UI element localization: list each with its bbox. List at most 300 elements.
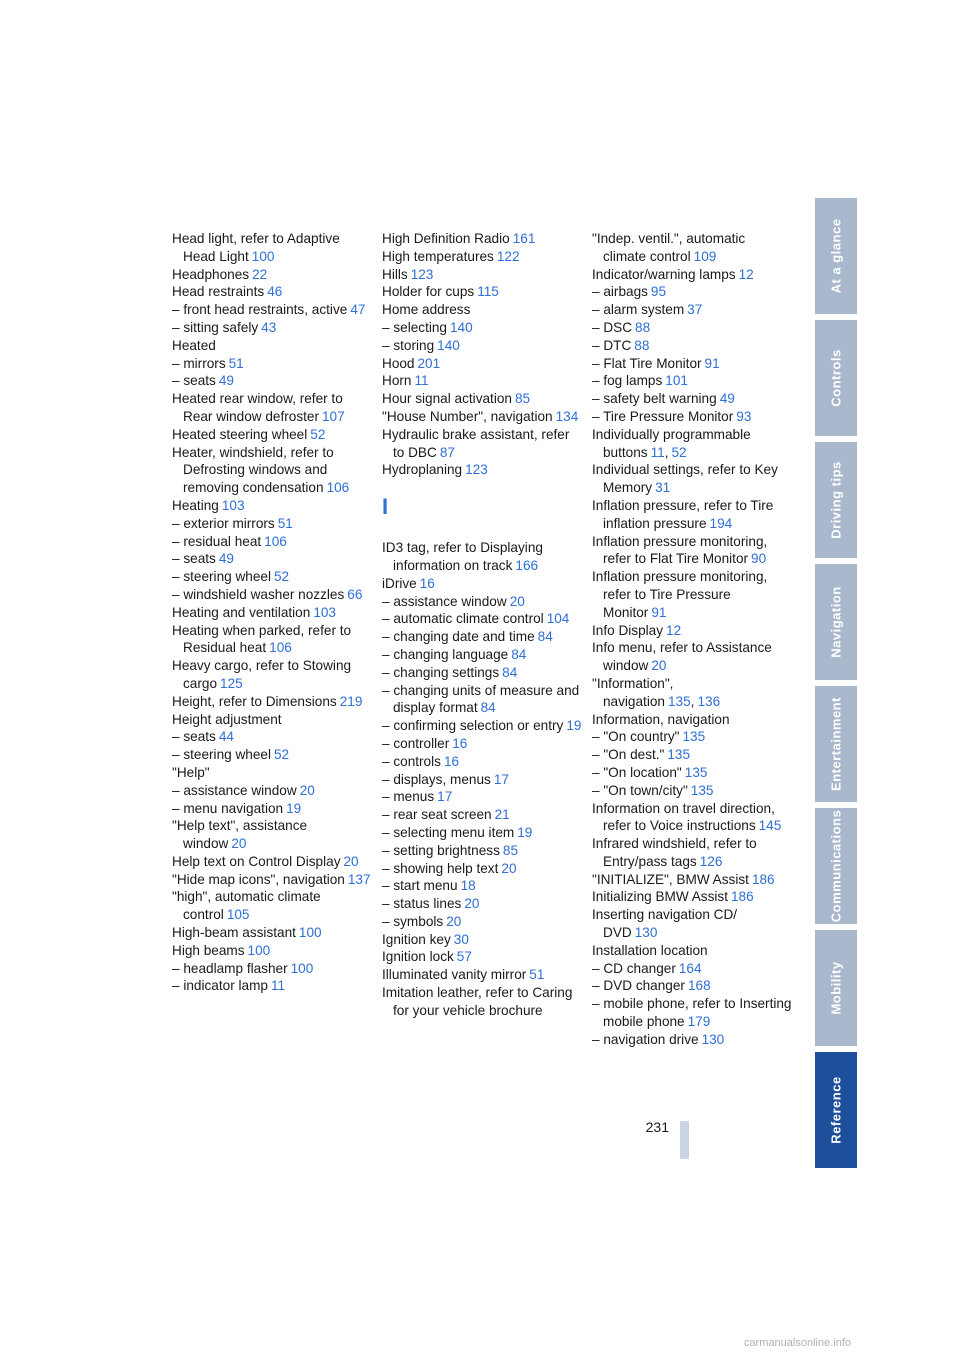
page-link[interactable]: 20 (299, 782, 315, 798)
page-link[interactable]: 47 (350, 302, 366, 318)
index-entry-text: – menu navigation (172, 800, 284, 816)
index-entry-text: – fog lamps (592, 373, 663, 389)
section-tab-label: Navigation (828, 586, 844, 658)
index-entry (382, 266, 582, 284)
index-entry (172, 550, 372, 568)
index-entry-text: – assistance window (382, 593, 507, 609)
index-entry-text: "Help text", assistance window (172, 818, 308, 852)
index-entry (382, 628, 582, 646)
index-entry (382, 301, 582, 319)
section-tab-label: At a glance (828, 218, 844, 294)
index-entry (382, 931, 582, 949)
index-entry-text: – status lines (382, 896, 462, 912)
index-entry (382, 771, 582, 789)
page-link[interactable]: 201 (417, 355, 441, 371)
index-entry (382, 575, 582, 593)
index-entry (592, 533, 792, 569)
index-entry-text: – front head restraints, active (172, 302, 348, 318)
index-entry-text: Head light, refer to Adaptive Head Light (172, 231, 340, 264)
index-entry-text: – navigation drive (592, 1031, 699, 1047)
page-link[interactable]: 134 (555, 408, 579, 424)
page-link[interactable]: 95 (650, 284, 667, 300)
index-entry: "Information", navigation 135, 136 (592, 675, 721, 709)
index-entry (172, 515, 372, 533)
page-link[interactable]: 84 (537, 629, 553, 645)
index-entry-text: Heated (172, 337, 216, 353)
page-link[interactable]: 31 (655, 480, 671, 496)
index-entry (172, 497, 372, 515)
index-entry (592, 568, 792, 621)
page-link[interactable]: 51 (529, 967, 545, 983)
index-entry-text: – selecting menu item (382, 824, 515, 840)
index-entry (172, 568, 372, 586)
index-entry (382, 717, 582, 735)
index-entry (592, 266, 792, 284)
index-entry-text: Individual settings, refer to Key Memory (592, 462, 778, 496)
page-link[interactable]: 161 (512, 231, 536, 246)
page-link[interactable]: 44 (218, 729, 234, 745)
index-entry (172, 728, 372, 746)
section-tab-driving-tips[interactable] (815, 442, 857, 558)
index-entry-text: Height adjustment (172, 711, 282, 727)
page-link[interactable]: 22 (252, 266, 268, 282)
page-link[interactable]: 136 (697, 693, 721, 709)
page-link[interactable]: 101 (665, 373, 688, 389)
index-entry (592, 728, 792, 746)
page-link[interactable]: 66 (347, 586, 363, 602)
page-link[interactable]: 57 (456, 949, 472, 965)
index-entry-text: Hood (382, 355, 415, 371)
index-entry (382, 372, 582, 390)
index-entry-text: "INITIALIZE", BMW Assist (592, 871, 749, 887)
page-link[interactable]: 52 (274, 569, 290, 585)
page-link[interactable]: 85 (514, 391, 531, 407)
index-entry-text: – rear seat screen (382, 807, 492, 823)
index-entry (592, 888, 792, 906)
index-entry (382, 337, 582, 355)
page-link[interactable]: 17 (437, 789, 453, 805)
index-entry (382, 355, 582, 373)
index-entry (592, 1031, 792, 1049)
index-entry-text: – menus (382, 789, 435, 805)
index-entry (382, 461, 582, 479)
index-entry (592, 461, 792, 497)
index-column-1 (172, 230, 372, 995)
index-entry-text: "Hide map icons", navigation (172, 871, 345, 887)
page-link[interactable]: 168 (687, 978, 711, 994)
index-entry-text: Heavy cargo, refer to Stowing cargo (172, 658, 352, 691)
section-tab-label: Driving tips (828, 461, 844, 539)
index-entry-text: High beams (172, 942, 245, 958)
page-link[interactable]: 106 (264, 533, 287, 549)
index-entry-text: Heater, windshield, refer to Defrosting windows and removing condensation (172, 444, 334, 496)
page-link[interactable]: 16 (452, 735, 468, 751)
page-link[interactable]: 122 (496, 248, 520, 264)
page-link[interactable]: 103 (313, 604, 336, 620)
page-link[interactable]: 43 (261, 319, 277, 335)
index-entry-text: – "On country" (592, 729, 680, 745)
index-entry (592, 622, 792, 640)
page-link[interactable]: 125 (220, 675, 243, 691)
index-entry (382, 842, 582, 860)
index-entry-text: – exterior mirrors (172, 515, 275, 531)
page-link[interactable]: 30 (453, 931, 469, 947)
page-link[interactable]: 84 (502, 664, 518, 680)
page-link[interactable]: 186 (730, 889, 754, 905)
page-link[interactable]: 135 (667, 693, 691, 709)
page-link[interactable]: 186 (751, 871, 775, 887)
page-link[interactable]: 137 (347, 871, 371, 887)
page-link[interactable]: 87 (439, 444, 455, 460)
index-entry (382, 895, 582, 913)
page-link[interactable]: 140 (450, 319, 473, 335)
index-entry-text: "Help" (172, 764, 210, 780)
index-entry (172, 657, 372, 693)
page-link[interactable]: 19 (517, 824, 533, 840)
page-link[interactable]: 37 (687, 302, 703, 318)
page-link[interactable]: 219 (339, 693, 363, 709)
index-entry-text: Indicator/warning lamps (592, 266, 736, 282)
index-entry-text: "high", automatic climate control (172, 889, 321, 923)
page-link[interactable]: 130 (701, 1031, 725, 1047)
section-tab-entertainment[interactable] (815, 686, 857, 802)
index-entry (382, 426, 582, 462)
index-entry-text: Horn (382, 373, 412, 389)
section-tab-communications[interactable] (815, 808, 857, 924)
index-entry-text: – setting brightness (382, 842, 500, 858)
index-column-2 (382, 230, 582, 1020)
index-entry-text: – airbags (592, 284, 648, 300)
page-number: 231 (645, 1119, 669, 1135)
index-entry-text: "House Number", navigation (382, 408, 553, 424)
index-entry-text: – changing units of measure and display format (382, 682, 580, 716)
index-entry (382, 230, 582, 248)
page-link[interactable]: 93 (736, 408, 752, 424)
index-entry (592, 835, 792, 871)
page-link[interactable]: 19 (286, 800, 302, 816)
index-entry-text: – showing help text (382, 860, 499, 876)
page-link[interactable]: 194 (709, 515, 733, 531)
index-entry (592, 390, 792, 408)
page-link[interactable]: 20 (231, 836, 247, 852)
page-link[interactable]: 11 (650, 444, 665, 460)
index-entry-text: – DSC (592, 319, 633, 335)
index-entry-text: – Tire Pressure Monitor (592, 408, 734, 424)
page-link[interactable]: 100 (247, 942, 271, 958)
page-link[interactable]: 17 (493, 771, 509, 787)
section-tab-mobility[interactable] (815, 930, 857, 1046)
index-entry (172, 888, 372, 924)
index-entry-text: Hydraulic brake assistant, refer to DBC (382, 426, 570, 460)
page-link[interactable]: 123 (465, 462, 488, 478)
page-link[interactable]: 106 (326, 480, 350, 496)
index-entry-text: – mirrors (172, 355, 226, 371)
page-link[interactable]: 85 (502, 842, 519, 858)
index-entry-text: Info menu, refer to Assistance window (592, 640, 772, 674)
index-entry (172, 266, 372, 284)
index-entry (172, 942, 372, 960)
page-link[interactable]: 18 (460, 878, 476, 894)
index-entry-text: Initializing BMW Assist (592, 889, 728, 905)
page-link[interactable]: 100 (290, 960, 314, 976)
index-entry-text: – controller (382, 735, 450, 751)
index-entry-text: Information on travel direction, refer to Voice instructions (592, 800, 775, 834)
index-entry-text: – safety belt warning (592, 391, 717, 407)
page-link[interactable]: 20 (501, 860, 517, 876)
page-link[interactable]: 104 (546, 611, 570, 627)
index-entry-text: – seats (172, 551, 216, 567)
page-link[interactable]: 90 (751, 551, 767, 567)
page-link[interactable]: 105 (226, 907, 250, 923)
index-entry-text: Heating (172, 497, 219, 513)
index-entry (382, 610, 582, 628)
page-link[interactable]: 179 (687, 1014, 711, 1030)
index-entry (592, 301, 792, 319)
index-entry (382, 984, 582, 1020)
section-tab-label: Mobility (828, 961, 844, 1015)
index-entry: Individually programmable buttons 11, 52 (592, 426, 751, 460)
index-entry (382, 539, 582, 575)
index-entry (592, 942, 792, 960)
index-entry-text: Ignition key (382, 931, 451, 947)
index-entry (592, 639, 792, 675)
page-link[interactable]: 106 (269, 640, 292, 656)
section-tab-navigation[interactable] (815, 564, 857, 680)
index-entry (592, 230, 792, 266)
index-entry-text: Help text on Control Display (172, 853, 341, 869)
index-entry (382, 913, 582, 931)
index-entry (592, 408, 792, 426)
index-entry (382, 593, 582, 611)
index-entry-text: iDrive (382, 575, 417, 591)
index-entry (382, 283, 582, 301)
page-link[interactable]: 130 (634, 925, 658, 941)
page-link[interactable]: 20 (464, 896, 480, 912)
index-entry (172, 283, 372, 301)
page-link[interactable]: 84 (511, 646, 527, 662)
index-entry (172, 960, 372, 978)
page-link[interactable]: 88 (634, 337, 650, 353)
section-tabs (815, 198, 857, 1174)
index-entry-text: Ignition lock (382, 949, 454, 965)
page-link[interactable]: 51 (277, 515, 293, 531)
index-entry (592, 337, 792, 355)
index-entry (172, 533, 372, 551)
index-entry (592, 871, 792, 889)
index-entry (172, 444, 372, 497)
page-link[interactable]: 52 (274, 747, 290, 763)
index-entry (172, 604, 372, 622)
section-letter: I (382, 494, 389, 520)
index-entry-text: – "On location" (592, 764, 682, 780)
index-entry-text: – changing language (382, 646, 509, 662)
index-entry-text: – automatic climate control (382, 611, 544, 627)
index-entry-text: – headlamp flasher (172, 960, 288, 976)
page-link[interactable]: 11 (414, 373, 429, 389)
index-entry (172, 924, 372, 942)
page-link[interactable]: 107 (322, 408, 345, 424)
page-link[interactable]: 52 (310, 426, 326, 442)
index-entry (592, 746, 792, 764)
index-entry (172, 426, 372, 444)
page-link[interactable]: 51 (228, 355, 244, 371)
index-entry-text: Heated rear window, refer to Rear window defroster (172, 391, 343, 424)
index-entry-text: High temperatures (382, 248, 494, 264)
page-link[interactable]: 109 (693, 248, 717, 264)
page-link[interactable]: 91 (704, 355, 720, 371)
index-entry (592, 800, 792, 836)
index-entry (592, 960, 792, 978)
section-tab-label: Controls (828, 349, 844, 407)
page-link[interactable]: 100 (298, 925, 322, 941)
page-link[interactable]: 46 (267, 284, 283, 300)
page-link[interactable]: 49 (218, 373, 234, 389)
index-entry-text: – steering wheel (172, 569, 271, 585)
index-entry-text: Hour signal activation (382, 391, 512, 407)
page-link[interactable]: 84 (480, 700, 496, 716)
index-entry (172, 977, 372, 995)
page-link[interactable]: 140 (437, 337, 460, 353)
page-number-bar (680, 1121, 689, 1159)
page-link[interactable]: 52 (671, 444, 687, 460)
index-entry (382, 248, 582, 266)
index-entry (172, 817, 372, 853)
index-entry-text: Infrared windshield, refer to Entry/pass tags (592, 836, 757, 869)
index-entry (592, 782, 792, 800)
index-entry-text: – "On town/city" (592, 782, 688, 798)
index-entry-text: – displays, menus (382, 771, 491, 787)
index-entry-text: – DVD changer (592, 978, 685, 994)
index-entry-text: – seats (172, 373, 216, 389)
index-entry (172, 337, 372, 355)
index-entry (172, 390, 372, 426)
page-link[interactable]: 11 (270, 978, 286, 994)
page-link[interactable]: 145 (758, 818, 782, 834)
index-entry (592, 497, 792, 533)
index-entry-text: Imitation leather, refer to Caring for your vehicle brochure (382, 985, 573, 1018)
section-tab-label: Communications (828, 809, 844, 923)
page-link[interactable]: 115 (477, 284, 499, 300)
index-entry-text: – Flat Tire Monitor (592, 355, 702, 371)
page-link[interactable]: 20 (509, 593, 525, 609)
index-entry (592, 283, 792, 301)
section-tab-at-a-glance[interactable] (815, 198, 857, 314)
index-entry (592, 977, 792, 995)
page-link[interactable]: 135 (667, 747, 691, 763)
page-link[interactable]: 135 (684, 764, 708, 780)
page-link[interactable]: 49 (719, 391, 735, 407)
index-entry-text: Home address (382, 302, 471, 318)
section-tab-controls[interactable] (815, 320, 857, 436)
index-entry (172, 586, 372, 604)
page-link[interactable]: 126 (699, 853, 723, 869)
index-entry (172, 693, 372, 711)
index-entry (592, 995, 792, 1031)
index-entry (592, 372, 792, 390)
page-link[interactable]: 100 (251, 248, 275, 264)
index-entry-text: – controls (382, 753, 441, 769)
index-entry-text: Inflation pressure monitoring, refer to Tire Pressure Monitor (592, 569, 768, 620)
index-entry (172, 800, 372, 818)
section-tab-reference[interactable] (815, 1052, 857, 1168)
index-entry (382, 860, 582, 878)
index-entry (382, 664, 582, 682)
index-entry-text: Individually programmable buttons (592, 426, 751, 460)
index-entry (172, 871, 372, 889)
index-entry-text: – changing settings (382, 664, 500, 680)
index-entry (382, 646, 582, 664)
index-entry-text: – storing (382, 337, 435, 353)
index-entry-text: – "On dest." (592, 747, 665, 763)
index-entry (382, 408, 582, 426)
index-entry-text: Headphones (172, 266, 250, 282)
page-link[interactable]: 12 (738, 266, 754, 282)
page-link[interactable]: 91 (651, 604, 667, 620)
index-entry (382, 806, 582, 824)
page-link[interactable]: 19 (566, 718, 582, 734)
index-entry-text: – start menu (382, 878, 458, 894)
index-entry-text: – confirming selection or entry (382, 718, 564, 734)
index-entry-text: High Definition Radio (382, 231, 510, 246)
page-link[interactable]: 21 (494, 807, 510, 823)
page-link[interactable]: 166 (515, 557, 539, 573)
index-entry-text: Heating when parked, refer to Residual heat (172, 622, 352, 656)
index-entry-text: Info Display (592, 622, 664, 638)
index-entry-text: "Information", navigation (592, 675, 674, 709)
index-entry (172, 622, 372, 658)
index-entry-text: Inserting navigation CD/ DVD (592, 907, 738, 941)
page-link[interactable]: 164 (678, 960, 702, 976)
page-link[interactable]: 123 (410, 266, 434, 282)
index-entry-text: Inflation pressure monitoring, refer to Flat Tire Monitor (592, 533, 768, 567)
index-entry-text: High-beam assistant (172, 925, 296, 941)
watermark: carmanualsonline.info (744, 1337, 852, 1349)
index-entry-text: Information, navigation (592, 711, 730, 727)
index-entry (172, 355, 372, 373)
index-entry-text: – sitting safely (172, 319, 259, 335)
page-link[interactable]: 20 (446, 913, 462, 929)
index-entry-text: – windshield washer nozzles (172, 586, 345, 602)
index-entry (382, 753, 582, 771)
page-link[interactable]: 20 (343, 853, 359, 869)
index-entry-text: – mobile phone, refer to Inserting mobile phone (592, 996, 792, 1030)
page-link[interactable]: 12 (666, 622, 682, 638)
index-entry-text: Hills (382, 266, 408, 282)
index-entry-text: Heating and ventilation (172, 604, 311, 620)
index-entry-text: Inflation pressure, refer to Tire inflation pressure (592, 497, 774, 531)
page-link[interactable]: 49 (218, 551, 234, 567)
index-entry (382, 948, 582, 966)
page-link[interactable]: 20 (651, 658, 667, 674)
page-link[interactable]: 16 (419, 575, 435, 591)
index-entry-text: – seats (172, 729, 216, 745)
index-entry-text: – selecting (382, 319, 447, 335)
page-link[interactable]: 135 (690, 782, 714, 798)
index-entry (592, 906, 792, 942)
page-link[interactable]: 88 (635, 319, 651, 335)
index-entry (592, 355, 792, 373)
page-link[interactable]: 16 (443, 753, 460, 769)
section-tab-label: Entertainment (828, 697, 844, 791)
index-entry-text: – assistance window (172, 782, 297, 798)
index-entry (172, 319, 372, 337)
page-link[interactable]: 135 (682, 729, 706, 745)
index-entry (382, 319, 582, 337)
index-entry-text: – steering wheel (172, 747, 271, 763)
page-link[interactable]: 103 (221, 497, 245, 513)
index-entry (382, 390, 582, 408)
index-entry-text: "Indep. ventil.", automatic climate control (592, 231, 746, 264)
